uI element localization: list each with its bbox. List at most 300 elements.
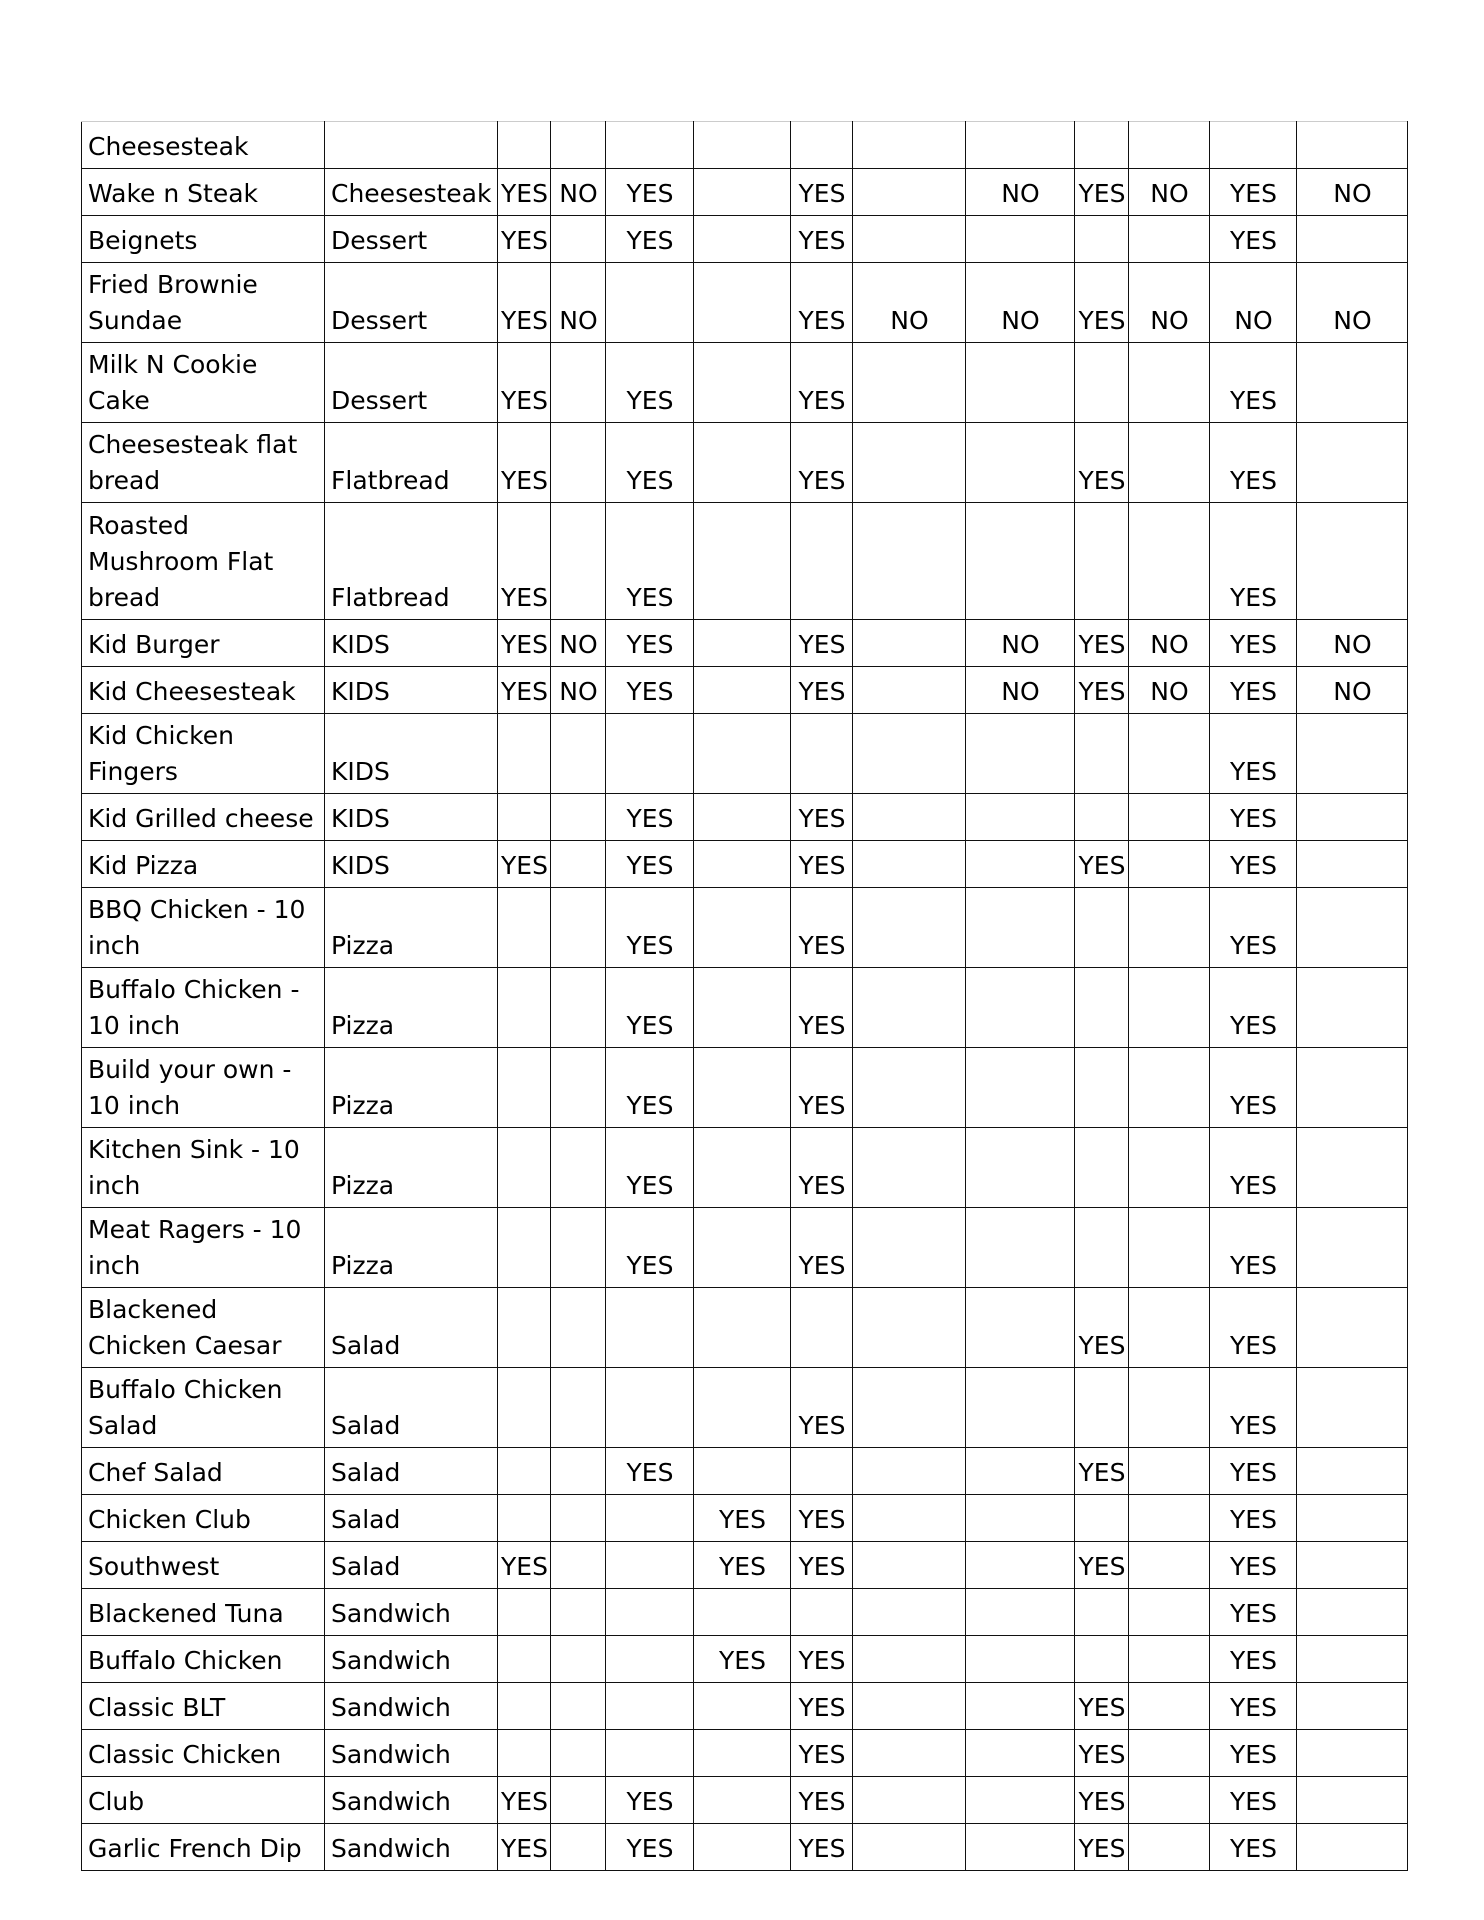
value-cell [853,1368,966,1448]
value-cell: YES [498,263,551,343]
value-cell [498,1495,551,1542]
value-cell [1297,888,1408,968]
value-cell [853,888,966,968]
category-cell: KIDS [325,620,498,667]
value-cell [551,122,606,169]
value-cell [966,794,1075,841]
category-cell: Salad [325,1368,498,1448]
value-cell: NO [1129,169,1210,216]
value-cell: YES [498,1824,551,1871]
value-cell: YES [791,667,853,714]
value-cell [1297,1824,1408,1871]
value-cell [551,794,606,841]
value-cell: YES [1210,1542,1297,1589]
item-name-cell: Chef Salad [82,1448,325,1495]
value-cell [551,1048,606,1128]
category-cell: Sandwich [325,1824,498,1871]
value-cell [498,1368,551,1448]
value-cell [1075,968,1129,1048]
value-cell [694,841,791,888]
item-name-cell: Build your own - 10 inch [82,1048,325,1128]
value-cell [498,1730,551,1777]
value-cell [694,423,791,503]
value-cell: YES [791,1636,853,1683]
value-cell: YES [1210,1208,1297,1288]
value-cell [498,1589,551,1636]
item-name-cell: Roasted Mushroom Flat bread [82,503,325,620]
category-cell: Flatbread [325,503,498,620]
value-cell [966,122,1075,169]
value-cell [694,1730,791,1777]
value-cell [694,169,791,216]
table-row [82,1128,1408,1208]
item-name-cell: Cheesesteak [82,122,325,169]
table-row [82,1730,1408,1777]
value-cell [551,1589,606,1636]
value-cell: YES [606,1448,694,1495]
value-cell [606,122,694,169]
value-cell [1075,794,1129,841]
value-cell: YES [791,169,853,216]
item-name-cell: Southwest [82,1542,325,1589]
value-cell [606,1730,694,1777]
table-row [82,1288,1408,1368]
category-cell: Pizza [325,968,498,1048]
item-name-cell: Buffalo Chicken Salad [82,1368,325,1448]
value-cell: NO [1210,263,1297,343]
value-cell: YES [606,1208,694,1288]
category-cell: Sandwich [325,1777,498,1824]
table-row [82,888,1408,968]
value-cell [1075,1208,1129,1288]
table-row [82,1208,1408,1288]
value-cell: YES [791,1730,853,1777]
value-cell: YES [791,1208,853,1288]
value-cell [1297,841,1408,888]
value-cell [606,1589,694,1636]
value-cell [1297,1048,1408,1128]
value-cell [1129,1824,1210,1871]
value-cell [551,1542,606,1589]
table-row [82,1368,1408,1448]
value-cell [1297,1777,1408,1824]
value-cell: YES [606,888,694,968]
value-cell [1297,343,1408,423]
category-cell: Pizza [325,1128,498,1208]
value-cell: YES [1075,667,1129,714]
value-cell [1129,1128,1210,1208]
value-cell [694,1208,791,1288]
value-cell: YES [1210,1636,1297,1683]
category-cell: KIDS [325,667,498,714]
value-cell: YES [1075,169,1129,216]
value-cell [694,620,791,667]
value-cell [606,1288,694,1368]
value-cell: YES [1210,1448,1297,1495]
value-cell: YES [1210,888,1297,968]
item-name-cell: Buffalo Chicken - 10 inch [82,968,325,1048]
category-cell: Sandwich [325,1683,498,1730]
value-cell: YES [1210,1589,1297,1636]
value-cell: YES [791,1048,853,1128]
value-cell [1129,1048,1210,1128]
value-cell [694,1448,791,1495]
item-name-cell: Kid Cheesesteak [82,667,325,714]
value-cell [1297,1730,1408,1777]
category-cell: Sandwich [325,1589,498,1636]
value-cell: NO [1129,667,1210,714]
value-cell [966,343,1075,423]
value-cell [551,503,606,620]
category-cell: Dessert [325,263,498,343]
value-cell: YES [1075,1777,1129,1824]
item-name-cell: Meat Ragers - 10 inch [82,1208,325,1288]
value-cell [966,841,1075,888]
value-cell [498,714,551,794]
value-cell: NO [551,169,606,216]
value-cell: YES [791,216,853,263]
value-cell: NO [966,620,1075,667]
item-name-cell: Cheesesteak flat bread [82,423,325,503]
category-cell: Pizza [325,888,498,968]
table-row [82,169,1408,216]
value-cell [853,1048,966,1128]
value-cell [498,1448,551,1495]
value-cell: YES [606,667,694,714]
value-cell [853,343,966,423]
value-cell: YES [1075,1824,1129,1871]
category-cell: Salad [325,1448,498,1495]
value-cell [1210,122,1297,169]
value-cell [1075,1048,1129,1128]
value-cell: YES [1210,620,1297,667]
value-cell [853,1730,966,1777]
category-cell: Salad [325,1495,498,1542]
value-cell [1129,423,1210,503]
value-cell: NO [966,667,1075,714]
item-name-cell: BBQ Chicken - 10 inch [82,888,325,968]
value-cell [966,1777,1075,1824]
value-cell [1129,968,1210,1048]
value-cell: YES [1075,1683,1129,1730]
value-cell [694,714,791,794]
value-cell [1297,1683,1408,1730]
item-name-cell: Chicken Club [82,1495,325,1542]
value-cell [694,343,791,423]
value-cell [853,794,966,841]
value-cell [966,1683,1075,1730]
value-cell [853,423,966,503]
value-cell [966,1542,1075,1589]
value-cell [966,1048,1075,1128]
allergen-table [81,121,1408,1871]
value-cell: YES [1210,423,1297,503]
value-cell: NO [1297,667,1408,714]
value-cell: YES [694,1636,791,1683]
table-row [82,1495,1408,1542]
value-cell: YES [606,968,694,1048]
category-cell: Pizza [325,1208,498,1288]
value-cell [694,888,791,968]
value-cell: YES [1075,423,1129,503]
value-cell [1297,216,1408,263]
value-cell: YES [1210,794,1297,841]
value-cell [1129,1589,1210,1636]
value-cell: YES [1075,841,1129,888]
value-cell: YES [791,968,853,1048]
value-cell [853,216,966,263]
value-cell: NO [1129,620,1210,667]
value-cell [1129,1208,1210,1288]
value-cell [966,1208,1075,1288]
value-cell [551,1636,606,1683]
value-cell [551,1777,606,1824]
item-name-cell: Milk N Cookie Cake [82,343,325,423]
value-cell [498,968,551,1048]
value-cell [694,794,791,841]
value-cell [853,1288,966,1368]
value-cell: YES [606,216,694,263]
table-row [82,1683,1408,1730]
value-cell: YES [498,620,551,667]
value-cell [1075,1368,1129,1448]
value-cell [551,841,606,888]
table-row [82,1542,1408,1589]
value-cell: YES [791,423,853,503]
table-row [82,1636,1408,1683]
value-cell [551,216,606,263]
value-cell [606,1542,694,1589]
value-cell: YES [694,1495,791,1542]
value-cell [694,667,791,714]
value-cell [853,1824,966,1871]
value-cell [1297,1589,1408,1636]
value-cell: YES [791,1824,853,1871]
value-cell [1129,122,1210,169]
value-cell: YES [1210,1683,1297,1730]
value-cell: YES [1075,1730,1129,1777]
value-cell: YES [606,169,694,216]
value-cell [1129,714,1210,794]
item-name-cell: Kid Pizza [82,841,325,888]
value-cell: YES [1075,263,1129,343]
value-cell [551,1683,606,1730]
table-row [82,1048,1408,1128]
value-cell [1129,1730,1210,1777]
value-cell [966,1288,1075,1368]
value-cell [694,1128,791,1208]
value-cell: YES [1210,343,1297,423]
value-cell [1297,1542,1408,1589]
value-cell [966,888,1075,968]
value-cell [966,1128,1075,1208]
value-cell [551,1208,606,1288]
value-cell: YES [1210,1777,1297,1824]
value-cell [606,1368,694,1448]
value-cell [551,1288,606,1368]
value-cell [498,122,551,169]
value-cell: YES [498,667,551,714]
value-cell: YES [498,216,551,263]
value-cell [551,1730,606,1777]
value-cell [498,888,551,968]
value-cell [1297,503,1408,620]
value-cell [1297,968,1408,1048]
value-cell: NO [1297,620,1408,667]
value-cell: YES [606,1824,694,1871]
value-cell: YES [791,1128,853,1208]
value-cell [1297,1636,1408,1683]
value-cell [1075,122,1129,169]
category-cell: KIDS [325,794,498,841]
value-cell: YES [498,1542,551,1589]
value-cell [1297,1208,1408,1288]
value-cell: NO [1297,263,1408,343]
value-cell [966,503,1075,620]
value-cell: YES [791,1495,853,1542]
value-cell [1129,1495,1210,1542]
table-row [82,503,1408,620]
value-cell: YES [791,1777,853,1824]
value-cell [498,1288,551,1368]
value-cell [551,888,606,968]
table-row [82,794,1408,841]
value-cell: YES [791,1542,853,1589]
value-cell: YES [498,1777,551,1824]
value-cell [853,968,966,1048]
category-cell: Pizza [325,1048,498,1128]
item-name-cell: Classic BLT [82,1683,325,1730]
category-cell: KIDS [325,714,498,794]
value-cell [498,1636,551,1683]
value-cell: YES [606,1048,694,1128]
value-cell: NO [1297,169,1408,216]
value-cell [853,1777,966,1824]
value-cell: YES [791,343,853,423]
value-cell: YES [1210,667,1297,714]
table-row [82,216,1408,263]
table-row [82,1589,1408,1636]
value-cell: YES [498,841,551,888]
value-cell: YES [498,503,551,620]
value-cell [1075,1589,1129,1636]
value-cell: YES [606,503,694,620]
table-row [82,841,1408,888]
value-cell [551,1128,606,1208]
value-cell [606,714,694,794]
value-cell [853,1208,966,1288]
item-name-cell: Garlic French Dip [82,1824,325,1871]
value-cell [1129,1288,1210,1368]
value-cell [1075,503,1129,620]
value-cell: YES [791,620,853,667]
value-cell [694,1368,791,1448]
value-cell [1129,1368,1210,1448]
value-cell [791,1589,853,1636]
value-cell: NO [1129,263,1210,343]
value-cell: YES [606,1128,694,1208]
value-cell [791,1448,853,1495]
item-name-cell: Blackened Chicken Caesar [82,1288,325,1368]
value-cell [551,714,606,794]
value-cell: YES [791,794,853,841]
value-cell: YES [1210,1288,1297,1368]
table-row [82,1448,1408,1495]
value-cell: YES [1210,169,1297,216]
value-cell [1297,1128,1408,1208]
value-cell [694,1288,791,1368]
value-cell: YES [694,1542,791,1589]
value-cell [551,1824,606,1871]
value-cell [853,1128,966,1208]
value-cell [498,794,551,841]
table-row [82,423,1408,503]
value-cell [1297,794,1408,841]
value-cell: YES [1210,1824,1297,1871]
value-cell [1129,888,1210,968]
value-cell [606,1495,694,1542]
value-cell [1129,1683,1210,1730]
value-cell [551,1495,606,1542]
item-name-cell: Club [82,1777,325,1824]
value-cell [694,968,791,1048]
value-cell [694,263,791,343]
value-cell: NO [966,263,1075,343]
value-cell [966,216,1075,263]
value-cell: YES [791,1368,853,1448]
value-cell [1129,216,1210,263]
value-cell [1297,1368,1408,1448]
value-cell: YES [791,1683,853,1730]
value-cell [853,169,966,216]
value-cell [791,122,853,169]
category-cell: Dessert [325,216,498,263]
value-cell [1297,122,1408,169]
value-cell [1075,1128,1129,1208]
category-cell: Salad [325,1542,498,1589]
table-row [82,263,1408,343]
value-cell [1129,503,1210,620]
value-cell: YES [1210,714,1297,794]
category-cell: Dessert [325,343,498,423]
value-cell [966,423,1075,503]
value-cell: YES [606,620,694,667]
value-cell: YES [606,1777,694,1824]
value-cell [1297,1288,1408,1368]
value-cell [1075,888,1129,968]
value-cell [694,1048,791,1128]
table-row [82,968,1408,1048]
value-cell: YES [1210,841,1297,888]
value-cell: NO [551,667,606,714]
value-cell [1075,1495,1129,1542]
table-row [82,1777,1408,1824]
table-row [82,714,1408,794]
value-cell [498,1128,551,1208]
category-cell: Cheesesteak [325,169,498,216]
value-cell [853,1683,966,1730]
value-cell [498,1208,551,1288]
value-cell: NO [551,620,606,667]
value-cell [551,968,606,1048]
item-name-cell: Blackened Tuna [82,1589,325,1636]
item-name-cell: Classic Chicken [82,1730,325,1777]
value-cell [791,714,853,794]
value-cell [966,1495,1075,1542]
value-cell [1297,423,1408,503]
value-cell [694,216,791,263]
value-cell [1075,714,1129,794]
